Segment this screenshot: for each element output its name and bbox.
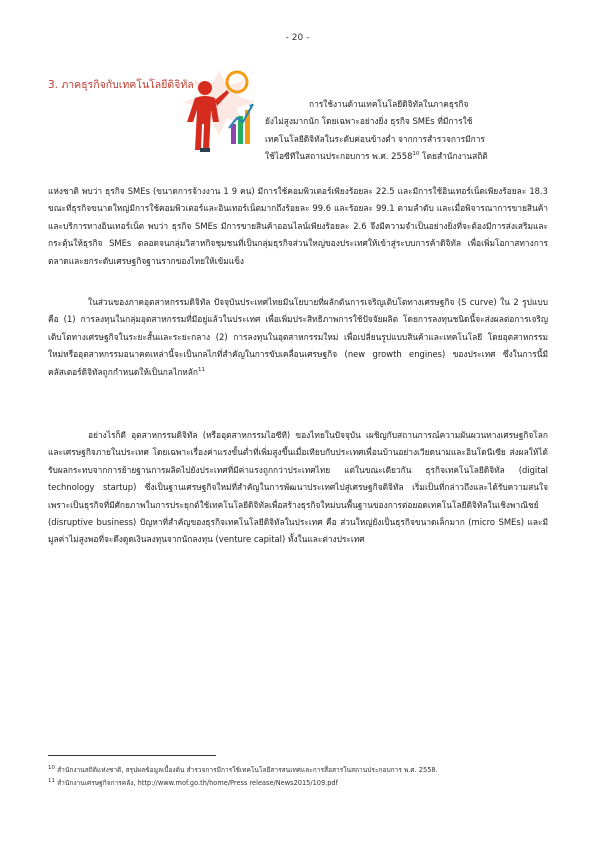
footnote-divider (48, 755, 216, 756)
intro-line: เทคโนโลยีดิจิทัลในระดับค่อนข้างต่ำ จากการสำรวจการมีการ (265, 133, 485, 144)
intro-last-line-pre: ใช้ไอซีทีในสถานประกอบการ พ.ศ. 2558 (265, 151, 413, 162)
intro-line: ยังไม่สูงมากนัก โดยเฉพาะอย่างยิ่ง ธุรกิจ SMEs ที่มีการใช้ (265, 116, 473, 127)
footnote-text: สำนักงานสถิติแห่งชาติ, สรุปผลข้อมูลเบื้องต้น สำรวจการมีการใช้เทคโนโลยีสารสนเทศและการสื่อสารในสถานประกอบการ พ.ศ. 2558. (55, 766, 438, 774)
footnote-ref-10: 10 (412, 151, 420, 158)
paragraph-3: อย่างไรก็ดี อุตสาหกรรมดิจิทัล (หรืออุตสาหกรรมไอซีที) ของไทยในปัจจุบัน เผชิญกับสถานการณ์ความผันผวนทางเศรษฐกิจโลกและเศรษฐกิจภายในประเทศ โดยเฉพาะเรื่องค่าแรงขั้นต่ำที่เพิ่มสูงขึ้นเมื่อเทียบกับประเทศเพื่อนบ้านอย่างเวียดนามและอินโดนีเซีย ส่งผลให้ได้รับผลกระทบจากการย้ายฐานการผลิตไปยังประเทศที่มีค่าแรงถูกกว่าประเทศไทย แต่ในขณะเดียวกัน ธุรกิจเทคโนโลยีดิจิทัล (digital technology startup) ซึ่งเป็นฐานเศรษฐกิจใหม่ที่สำคัญในการพัฒนาประเทศไปสู่เศรษฐกิจดิจิทัล เริ่มเป็นที่กล่าวถึงและได้รับความสนใจ เพราะเป็นธุรกิจที่มีศักยภาพในการประยุกต์ใช้เทคโนโลยีดิจิทัลเพื่อสร้างธุรกิจใหม่บนพื้นฐานของการต่อยอดเทคโนโลยีดิจิทัลในเชิงพาณิชย์ (disruptive business) ปัญหาที่สำคัญของธุรกิจเทคโนโลยีดิจิทัลในประเทศ คือ ส่วนใหญ่ยังเป็นธุรกิจขนาดเล็กมาก (micro SMEs) และมีมูลค่าไม่สูงพอที่จะดึงดูดเงินลงทุนจากนักลงทุน (venture capital) ทั้งในและต่างประเทศ (48, 430, 548, 545)
paragraph-2 (48, 294, 548, 381)
footnote-11 (48, 778, 548, 789)
intro-line-with-footnote (265, 148, 548, 165)
footnote-number: 11 (48, 778, 55, 784)
paragraph-2-text: ในส่วนของภาคอุตสาหกรรมดิจิทัล ปัจจุบันประเทศไทยมีนโยบายที่ผลักดันการเจริญเติบโตทางเศรษฐกิจ (S curve) ใน 2 รูปแบบ คือ (1) การลงทุนในกลุ่มอุตสาหกรรมที่มีอยู่แล้วในประเทศ เพื่อเพิ่มประสิทธิภาพการใช้ปัจจัยผลิต โดยการลงทุนชนิดนี้จะส่งผลต่อการเจริญเติบโตทางเศรษฐกิจในระยะสั้นและระยะกลาง (2) การลงทุนในอุตสาหกรรมใหม่ เพื่อเปลี่ยนรูปแบบสินค้าและเทคโนโลยี โดยอุตสาหกรรมใหม่หรืออุตสาหกรรมอนาคตเหล่านี้จะเป็นกลไกที่สำคัญในการขับเคลื่อนเศรษฐกิจ (new growth engines) ของประเทศ ซึ่งในการนี้มีคลัสเตอร์ดิจิทัลถูกกำหนดให้เป็นกลไกหลัก (48, 297, 548, 377)
paragraph-1: แห่งชาติ พบว่า ธุรกิจ SMEs (ขนาดการจ้างงาน 1 9 คน) มีการใช้คอมพิวเตอร์เพียงร้อยละ 22.5 และมีการใช้อินเทอร์เน็ตเพียงร้อยละ 18.3 ขณะที่ธุรกิจขนาดใหญ่มีการใช้คอมพิวเตอร์และอินเทอร์เน็ตมากถึงร้อยละ 99.6 และร้อยละ 99.1 ตามลำดับ และเมื่อพิจารณาการขายสินค้าและบริการทางอินเทอร์เน็ต พบว่า ธุรกิจ SMEs มีการขายสินค้าออนไลน์เพียงร้อยละ 2.6 จึงมีความจำเป็นอย่างยิ่งที่จะต้องมีการส่งเสริมและกระตุ้นให้ธุรกิจ SMEs ตลอดจนกลุ่มวิสาหกิจชุมชนที่เป็นกลุ่มธุรกิจส่วนใหญ่ของประเทศให้เข้าสู่ระบบการค้าดิจิทัล เพื่อเพิ่มโอกาสทางการตลาดและยกระดับเศรษฐกิจฐานรากของไทยให้เข้มแข็ง (48, 186, 548, 266)
footnote-text: สำนักงานเศรษฐกิจการคลัง, http://www.mof.go.th/home/Press release/News2015/109.pdf (55, 779, 338, 787)
intro-text-block (265, 96, 548, 166)
businessman-with-chart-icon (179, 66, 261, 156)
footnote-ref-11: 11 (198, 366, 205, 373)
businessman-chart-illustration (179, 66, 261, 156)
section-heading: 3. ภาคธุรกิจกับเทคโนโลยีดิจิทัล (48, 79, 194, 91)
intro-last-line-post: โดยสำนักงานสถิติ (419, 151, 488, 162)
intro-line: การใช้งานด้านเทคโนโลยีดิจิทัลในภาคธุรกิจ (309, 99, 469, 109)
footnote-10 (48, 765, 548, 776)
footnote-number: 10 (48, 765, 55, 771)
page-number: - 20 - (285, 33, 310, 43)
